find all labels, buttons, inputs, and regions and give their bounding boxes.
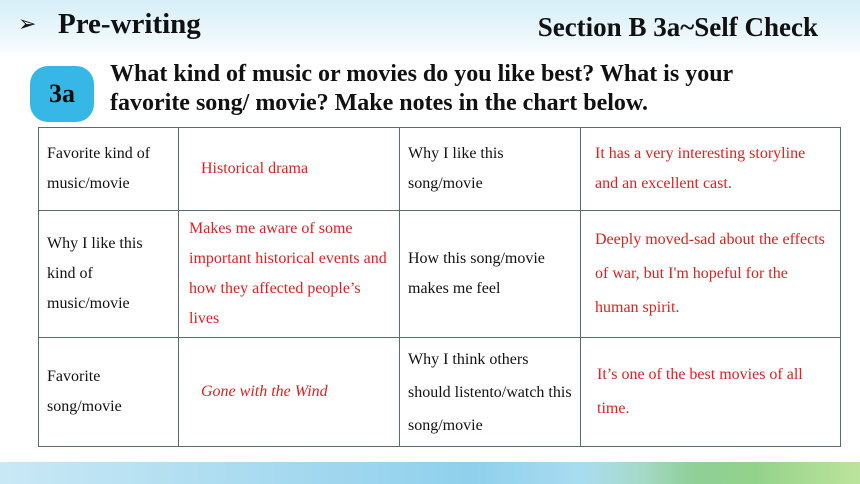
- arrow-bullet-icon: ➢: [18, 12, 37, 37]
- table-cell-label: Why I like this kind of music/movie: [39, 211, 179, 338]
- table-cell-label: Why I think others should listento/watch this song/movie: [400, 338, 581, 447]
- table-cell-label: Favorite song/movie: [39, 338, 179, 447]
- table-cell-answer: Gone with the Wind: [179, 338, 400, 447]
- task-question-line: favorite song/ movie? Make notes in the chart below.: [110, 90, 648, 116]
- task-question: [110, 60, 830, 118]
- section-title: Section B 3a~Self Check: [537, 12, 818, 42]
- table-cell-label: Favorite kind of music/movie: [39, 128, 179, 211]
- task-badge: 3a: [30, 66, 94, 122]
- task-question-line: What kind of music or movies do you like best? What is your: [110, 61, 734, 87]
- table-row: [39, 128, 841, 211]
- notes-chart: [38, 127, 841, 447]
- table-cell-answer: Deeply moved-sad about the effects of war, but I'm hopeful for the human spirit.: [581, 211, 841, 338]
- table-row: [39, 211, 841, 338]
- table-cell-answer: It’s one of the best movies of all time.: [581, 338, 841, 447]
- table-cell-label: Why I like this song/movie: [400, 128, 581, 211]
- table-row: [39, 338, 841, 447]
- footer-grass-decoration: [580, 462, 860, 484]
- table-cell-answer: It has a very interesting storyline and an excellent cast.: [581, 128, 841, 211]
- table-cell-answer: Historical drama: [179, 128, 400, 211]
- table-cell-label: How this song/movie makes me feel: [400, 211, 581, 338]
- table-cell-answer: Makes me aware of some important historical events and how they affected people’s lives: [179, 211, 400, 338]
- page-title: Pre-writing: [58, 8, 201, 40]
